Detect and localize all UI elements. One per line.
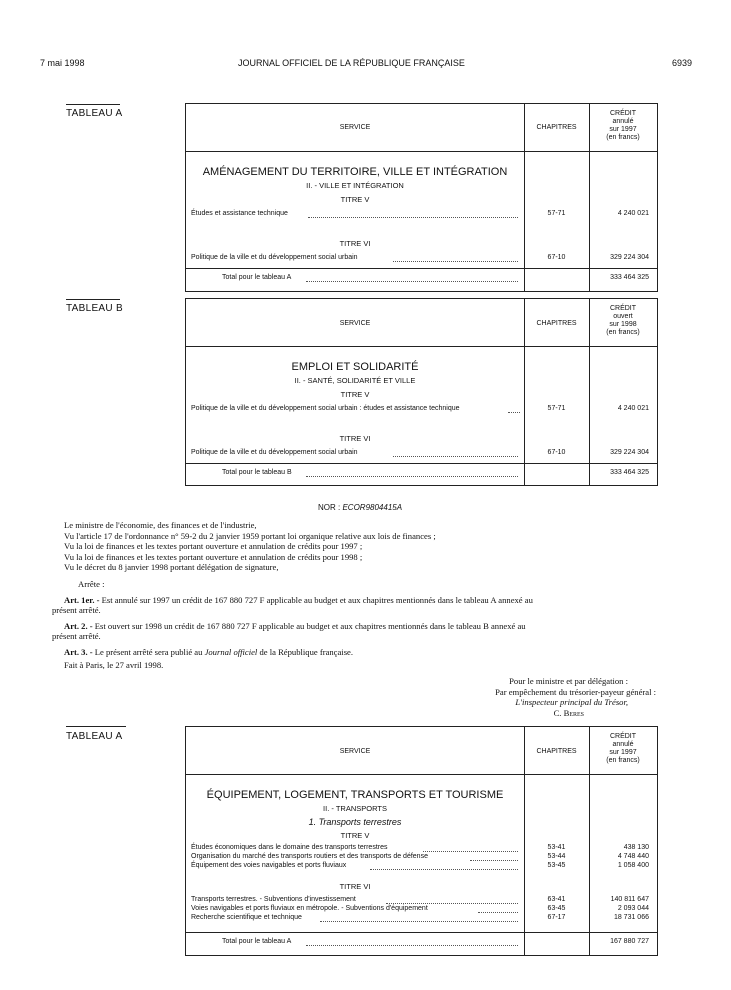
- row-chapitre: 53-45: [547, 862, 566, 869]
- preamble-line: Vu la loi de finances et les textes portant ouverture et annulation de crédits pour 1997 ;: [64, 541, 363, 552]
- row-chapitre: 57-71: [547, 210, 566, 217]
- titre-v: TITRE V: [340, 195, 370, 204]
- preamble-line: Vu le décret du 8 janvier 1998 portant délégation de signature,: [64, 562, 279, 573]
- section-title: ÉQUIPEMENT, LOGEMENT, TRANSPORTS ET TOURISME: [206, 789, 504, 801]
- table-a2: [185, 726, 658, 956]
- titre-vi: TITRE VI: [339, 882, 371, 891]
- titre-v: TITRE V: [340, 390, 370, 399]
- row-chapitre: 67-17: [547, 914, 566, 921]
- row-credit: 140 811 647: [610, 896, 649, 903]
- signature-block: Pour le ministre et par délégation : Par empêchement du trésorier-payeur général : L'inspecteur principal du Trésor, C. Beres: [495, 676, 656, 718]
- total-value: 333 464 325: [610, 274, 649, 281]
- preamble-line: Vu l'article 17 de l'ordonnance n° 59-2 du 2 janvier 1959 portant loi organique relative aux lois de finances ;: [64, 530, 436, 541]
- section-subtitle: II. - TRANSPORTS: [323, 804, 387, 813]
- row-label: Transports terrestres. - Subventions d'investissement: [191, 896, 356, 903]
- row-label: Recherche scientifique et technique: [191, 914, 302, 921]
- article-2: Art. 2. - Est ouvert sur 1998 un crédit de 167 880 727 F applicable au budget et aux chapitres mentionnés dans le tableau B annexé au: [64, 620, 526, 631]
- row-label: Équipement des voies navigables et ports fluviaux: [191, 862, 347, 869]
- row-credit: 438 130: [623, 844, 649, 851]
- label-rule: [66, 726, 126, 727]
- preamble-line: Vu la loi de finances et les textes portant ouverture et annulation de crédits pour 1998 ;: [64, 551, 363, 562]
- col-credit: CRÉDIT annulé sur 1997 (en francs): [606, 110, 640, 141]
- row-credit: 18 731 066: [613, 914, 649, 921]
- col-service: SERVICE: [339, 748, 371, 755]
- row-label: Études économiques dans le domaine des transports terrestres: [191, 844, 388, 851]
- row-label: Politique de la ville et du développement social urbain : études et assistance technique: [191, 405, 460, 412]
- row-label: Politique de la ville et du développement social urbain: [191, 449, 358, 456]
- section-subtitle: II. - SANTÉ, SOLIDARITÉ ET VILLE: [294, 376, 416, 385]
- section-title: EMPLOI ET SOLIDARITÉ: [291, 361, 419, 373]
- section-subtitle: II. - VILLE ET INTÉGRATION: [306, 181, 404, 190]
- header-page-number: 6939: [672, 58, 693, 68]
- decree-body: Le ministre de l'économie, des finances et de l'industrie, Vu l'article 17 de l'ordonnance n° 59-2 du 2 janvier 1959 portant loi organique relative aux lois de finances ; Vu la loi de finances et les textes portant ouverture et annulation de crédits pour 1997 ; Vu la loi de finances et les textes portant ouverture et annulation de crédits pour 1998 ; Vu le décret du 8 janvier 1998 portant délégation de signature, Arrête : Art. 1er. - Est annulé sur 1997 un crédit de 167 880 727 F applicable au budget et aux chapitres mentionnés dans le tableau A annexé au présent arrêté. Art. 2. - Est ouvert sur 1998 un crédit de 167 880 727 F applicable au budget et aux chapitres mentionnés dans le tableau B annexé au présent arrêté. Art. 3. - Le présent arrêté sera publié au Journal officiel de la République française. Fait à Paris, le 27 avril 1998.: [52, 520, 662, 670]
- article-1: Art. 1er. - Est annulé sur 1997 un crédit de 167 880 727 F applicable au budget et aux chapitres mentionnés dans le tableau A annexé au: [64, 594, 533, 605]
- total-label: Total pour le tableau A: [222, 274, 292, 281]
- tableau-b-label: TABLEAU B: [66, 303, 123, 314]
- row-credit: 2 093 044: [617, 905, 649, 912]
- row-label: Organisation du marché des transports routiers et des transports de défense: [191, 853, 428, 860]
- section-title: AMÉNAGEMENT DU TERRITOIRE, VILLE ET INTÉGRATION: [202, 166, 508, 178]
- nor-reference: NOR : ECOR9804415A: [318, 503, 403, 512]
- preamble-line: Le ministre de l'économie, des finances et de l'industrie,: [64, 520, 257, 530]
- titre-vi: TITRE VI: [339, 434, 371, 443]
- row-chapitre: 67-10: [547, 449, 566, 456]
- article-3: Art. 3. - Le présent arrêté sera publié au Journal officiel de la République française.: [64, 646, 353, 657]
- row-label: Politique de la ville et du développement social urbain: [191, 254, 358, 261]
- titre-vi: TITRE VI: [339, 239, 371, 248]
- label-rule: [66, 299, 120, 300]
- row-chapitre: 67-10: [547, 254, 566, 261]
- subsection-title: 1. Transports terrestres: [308, 817, 402, 827]
- row-credit: 4 748 440: [617, 853, 649, 860]
- total-label: Total pour le tableau B: [222, 469, 292, 476]
- header-date: 7 mai 1998: [40, 58, 85, 68]
- row-credit: 1 058 400: [617, 862, 649, 869]
- col-credit: CRÉDIT ouvert sur 1998 (en francs): [606, 305, 640, 336]
- row-credit: 329 224 304: [610, 254, 649, 261]
- row-chapitre: 63-45: [547, 905, 566, 912]
- row-chapitre: 57-71: [547, 405, 566, 412]
- row-chapitre: 53-41: [547, 844, 566, 851]
- total-value: 167 880 727: [610, 938, 649, 945]
- row-chapitre: 63-41: [547, 896, 566, 903]
- row-chapitre: 53-44: [547, 853, 566, 860]
- label-rule: [66, 104, 120, 105]
- table-b: [185, 298, 658, 486]
- tableau-a-label: TABLEAU A: [66, 731, 123, 742]
- col-service: SERVICE: [339, 124, 371, 131]
- titre-v: TITRE V: [340, 831, 370, 840]
- arrete-label: Arrête :: [78, 578, 105, 589]
- table-a1: [185, 103, 658, 292]
- row-credit: 4 240 021: [617, 405, 649, 412]
- header-journal: JOURNAL OFFICIEL DE LA RÉPUBLIQUE FRANÇAISE: [238, 58, 465, 68]
- fait-a-paris: Fait à Paris, le 27 avril 1998.: [64, 659, 164, 670]
- col-credit: CRÉDIT annulé sur 1997 (en francs): [606, 733, 640, 764]
- row-label: Études et assistance technique: [191, 210, 288, 217]
- col-chapitres: CHAPITRES: [536, 124, 577, 131]
- row-credit: 329 224 304: [610, 449, 649, 456]
- col-chapitres: CHAPITRES: [536, 748, 577, 755]
- col-chapitres: CHAPITRES: [536, 320, 577, 327]
- col-service: SERVICE: [339, 320, 371, 327]
- total-label: Total pour le tableau A: [222, 938, 292, 945]
- row-credit: 4 240 021: [617, 210, 649, 217]
- tableau-a-label: TABLEAU A: [66, 108, 123, 119]
- total-value: 333 464 325: [610, 469, 649, 476]
- row-label: Voies navigables et ports fluviaux en métropole. - Subventions d'équipement: [191, 905, 428, 912]
